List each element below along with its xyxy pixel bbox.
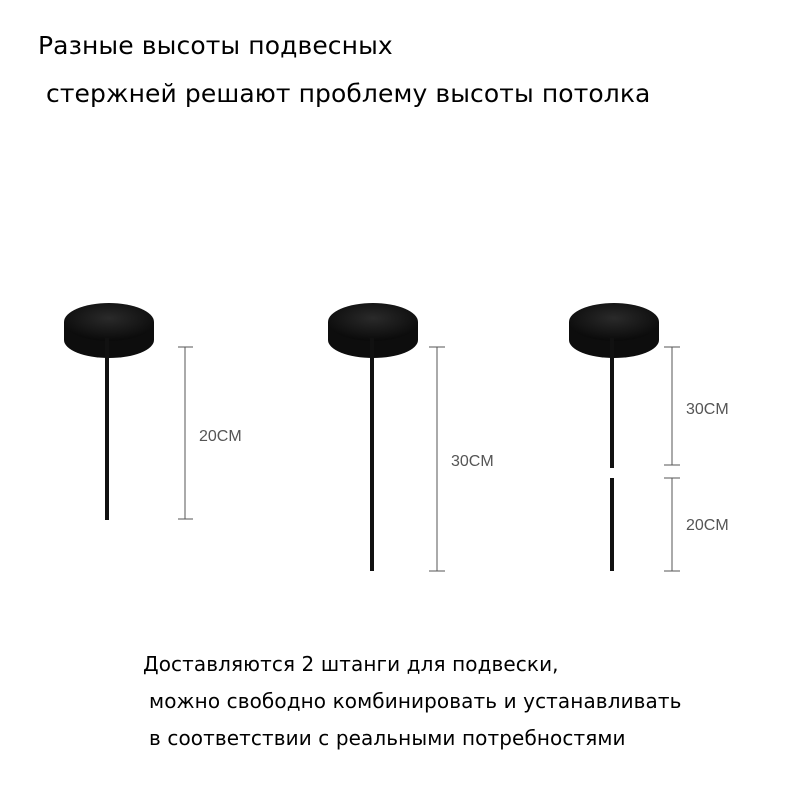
caption-line-3: в соответствии с реальными потребностями [149,726,626,750]
dimension-marker [429,347,445,571]
dimension-label: 30CM [451,453,494,470]
variant-20cm [64,303,242,520]
dimension-label-lower: 20CM [686,517,729,534]
dimension-label: 20CM [199,428,242,445]
dimension-marker-upper [664,347,680,465]
variant-30cm [328,303,494,571]
variant-combined [569,303,729,571]
caption-line-1: Доставляются 2 штанги для подвески, [143,652,559,676]
dimension-label-upper: 30CM [686,401,729,418]
dimension-marker [178,347,193,519]
headline-line-2: стержней решают проблему высоты потолка [46,79,651,108]
caption [143,646,783,757]
caption-line-2: можно свободно комбинировать и устанавливать [149,689,682,713]
headline-line-1: Разные высоты подвесных [38,31,393,60]
dimension-marker-lower [664,478,680,571]
